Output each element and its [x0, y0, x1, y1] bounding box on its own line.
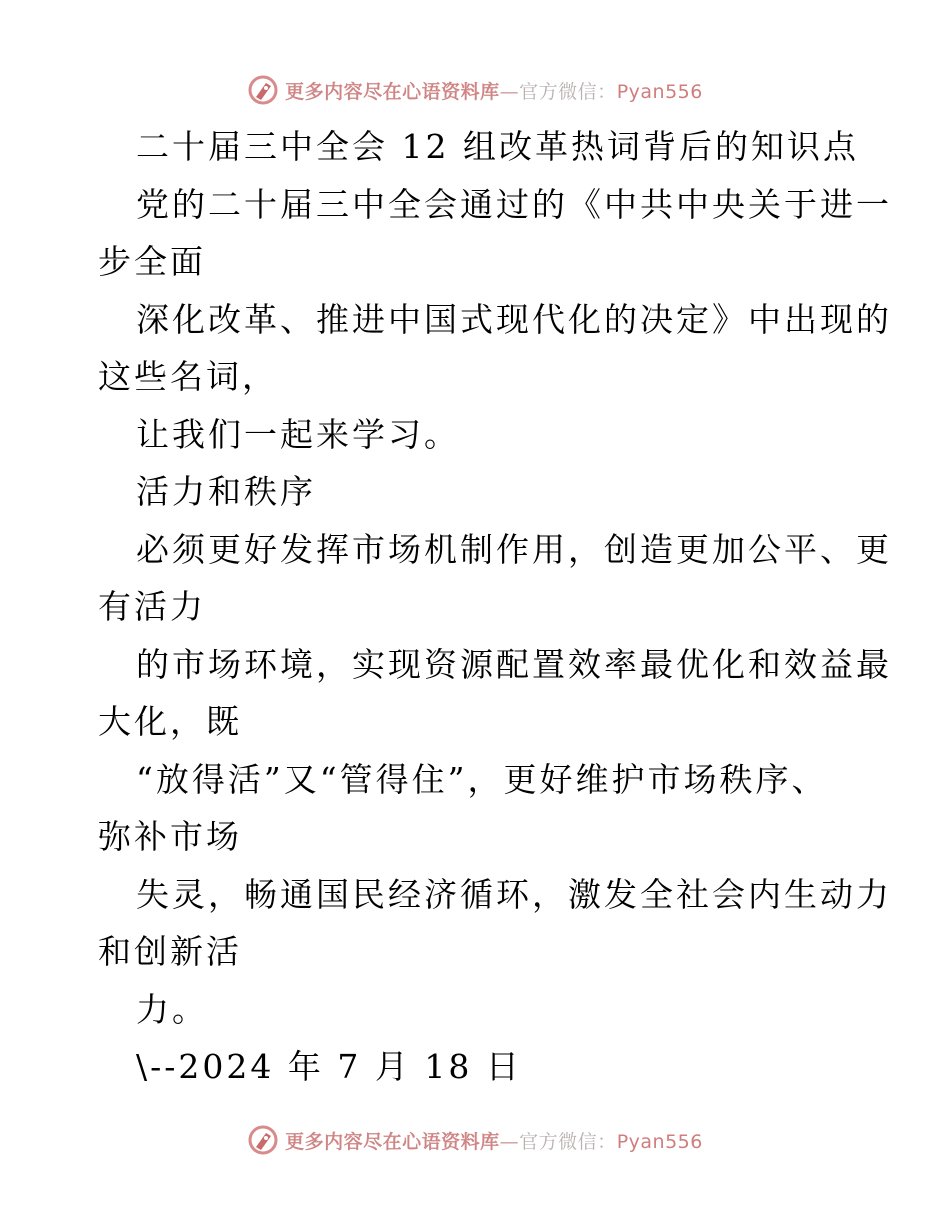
document-title: 二十届三中全会 12 组改革热词背后的知识点 — [136, 127, 859, 166]
watermark-contact: 官方微信： — [519, 1130, 617, 1153]
paragraph-line: 党的二十届三中全会通过的《中共中央关于进一 — [136, 184, 892, 224]
document-body — [98, 118, 892, 1096]
watermark-lead: 更多内容尽在心语资料库 — [285, 1130, 500, 1153]
paragraph-line: 弥补市场 — [98, 817, 242, 856]
paragraph-line: 大化，既 — [98, 702, 242, 741]
header-watermark — [0, 70, 950, 110]
paragraph-line: 步全面 — [98, 242, 206, 281]
paragraph-line: 让我们一起来学习。 — [136, 414, 460, 454]
watermark-wechat-id: Pyan556 — [616, 80, 703, 103]
paragraph-line: 的市场环境，实现资源配置效率最优化和效益最 — [136, 644, 892, 684]
watermark-text — [285, 77, 703, 104]
paragraph-line: 和创新活 — [98, 932, 242, 971]
watermark-text — [285, 1127, 703, 1154]
watermark-lead: 更多内容尽在心语资料库 — [285, 80, 500, 103]
paragraph-line: 失灵，畅通国民经济循环，激发全社会内生动力 — [136, 874, 892, 914]
footer-watermark — [0, 1120, 950, 1160]
watermark-dash: — — [499, 1130, 520, 1153]
watermark-group — [247, 1124, 703, 1156]
pen-nib-logo-icon — [247, 74, 279, 106]
paragraph-line: “放得活”又“管得住”，更好维护市场秩序、 — [136, 759, 828, 799]
watermark-group — [247, 74, 703, 106]
paragraph-line: 深化改革、推进中国式现代化的决定》中出现的 — [136, 299, 892, 339]
watermark-contact: 官方微信： — [519, 80, 617, 103]
paragraph-line: 有活力 — [98, 587, 206, 626]
watermark-dash: — — [499, 80, 520, 103]
paragraph-line: 这些名词， — [98, 357, 278, 396]
paragraph-line: 必须更好发挥市场机制作用，创造更加公平、更 — [136, 529, 892, 569]
section-heading: 活力和秩序 — [136, 472, 316, 511]
document-date: \--2024 年 7 月 18 日 — [136, 1047, 522, 1086]
paragraph-line: 力。 — [136, 989, 208, 1029]
watermark-wechat-id: Pyan556 — [616, 1130, 703, 1153]
pen-nib-logo-icon — [247, 1124, 279, 1156]
